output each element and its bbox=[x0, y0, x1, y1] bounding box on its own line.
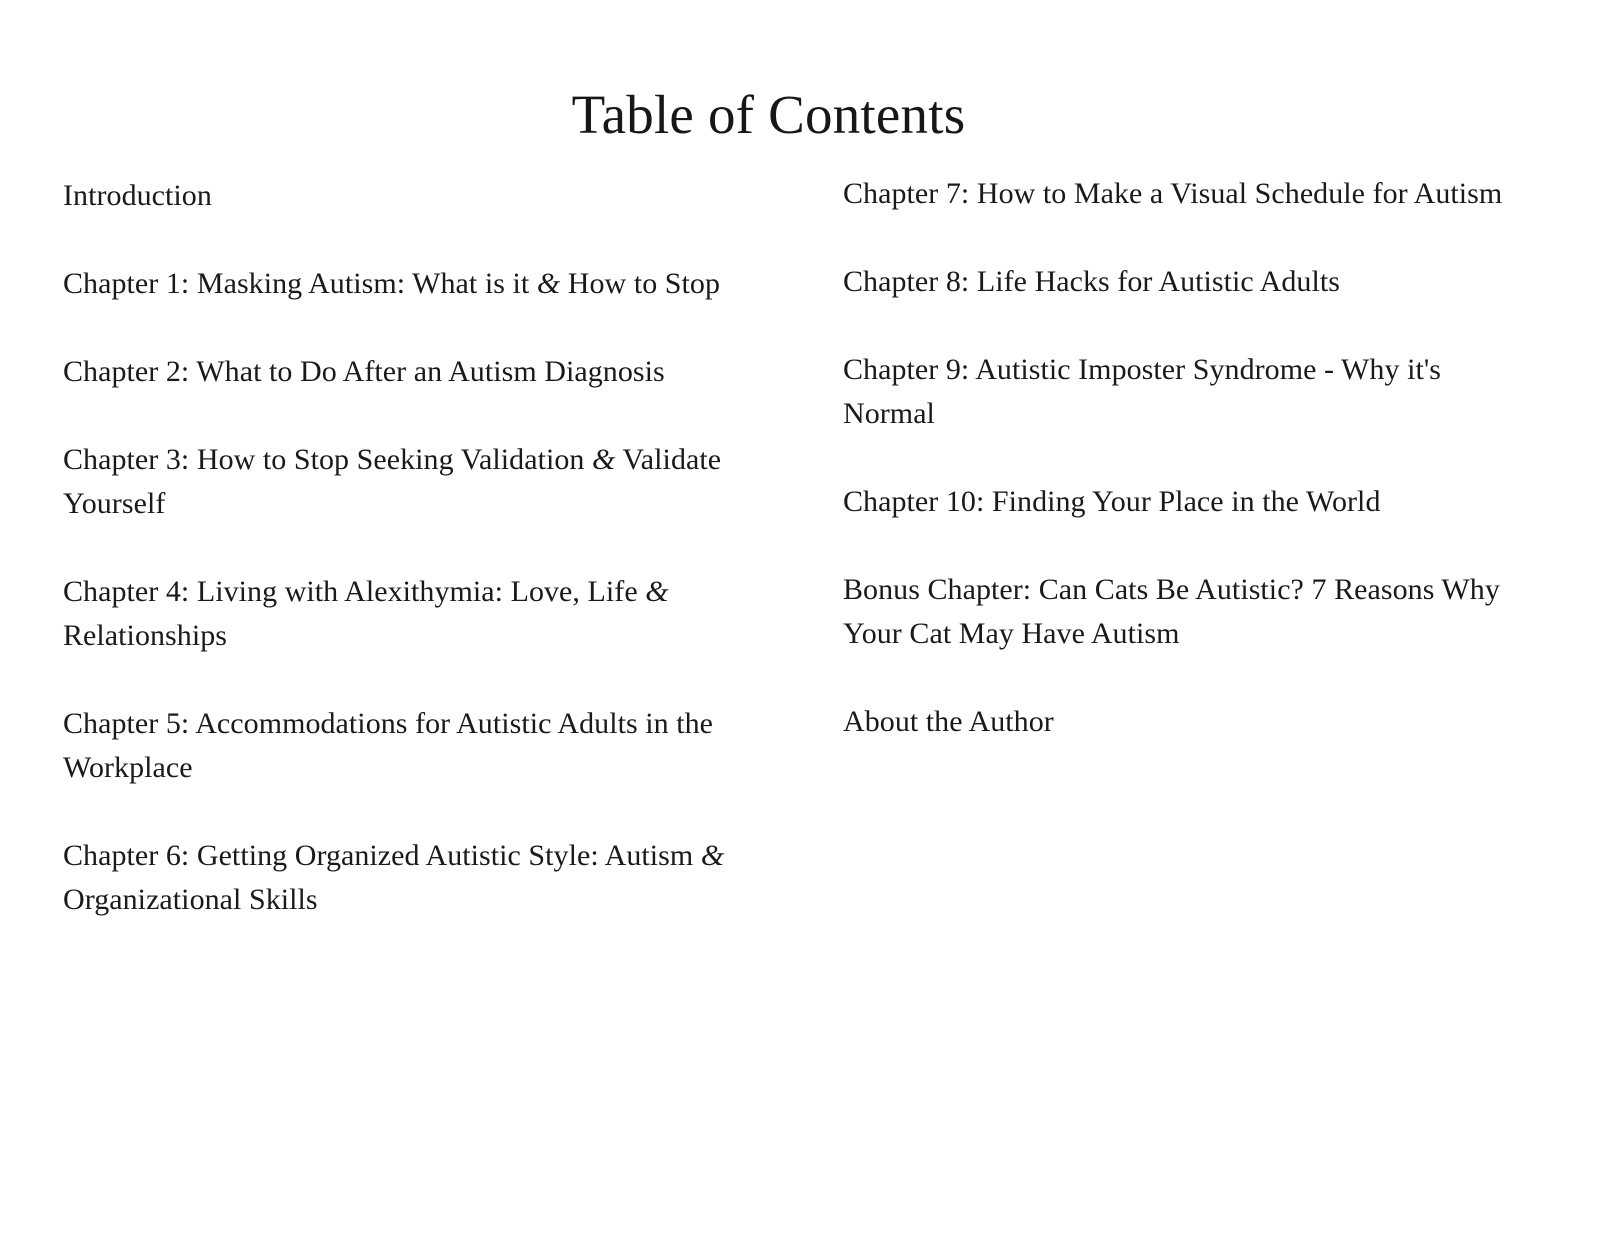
ampersand-glyph: & bbox=[700, 839, 725, 872]
ampersand-glyph: & bbox=[592, 443, 616, 476]
toc-entry-chapter-7[interactable]: Chapter 7: How to Make a Visual Schedule for Autism bbox=[843, 177, 1503, 210]
page-title: Table of Contents bbox=[571, 84, 966, 145]
toc-entry-chapter-6[interactable]: Chapter 6: Getting Organized Autistic Style: Autism & Organizational Skills bbox=[63, 839, 725, 916]
toc-column-right bbox=[843, 174, 1515, 744]
toc-entry-bonus-chapter[interactable]: Bonus Chapter: Can Cats Be Autistic? 7 Reasons Why Your Cat May Have Autism bbox=[843, 573, 1500, 650]
ampersand-glyph: & bbox=[536, 267, 561, 300]
toc-entry-chapter-3[interactable]: Chapter 3: How to Stop Seeking Validation & Validate Yourself bbox=[63, 443, 722, 520]
toc-entry-about-the-author[interactable]: About the Author bbox=[843, 705, 1054, 738]
ampersand-glyph: & bbox=[645, 575, 669, 608]
toc-entry-chapter-5[interactable]: Chapter 5: Accommodations for Autistic Adults in the Workplace bbox=[63, 707, 714, 784]
toc-entry-chapter-10[interactable]: Chapter 10: Finding Your Place in the World bbox=[843, 485, 1381, 518]
toc-entry-chapter-2[interactable]: Chapter 2: What to Do After an Autism Diagnosis bbox=[63, 355, 665, 388]
toc-entry-chapter-4[interactable]: Chapter 4: Living with Alexithymia: Love, Life & Relationships bbox=[63, 575, 669, 652]
toc-columns bbox=[63, 174, 1515, 1004]
toc-column-left bbox=[63, 174, 753, 922]
toc-entry-chapter-1[interactable]: Chapter 1: Masking Autism: What is it & How to Stop bbox=[63, 267, 721, 300]
toc-entry-chapter-9[interactable]: Chapter 9: Autistic Imposter Syndrome - Why it's Normal bbox=[843, 353, 1442, 430]
toc-entry-introduction[interactable]: Introduction bbox=[63, 179, 212, 212]
toc-entry-chapter-8[interactable]: Chapter 8: Life Hacks for Autistic Adults bbox=[843, 265, 1340, 298]
